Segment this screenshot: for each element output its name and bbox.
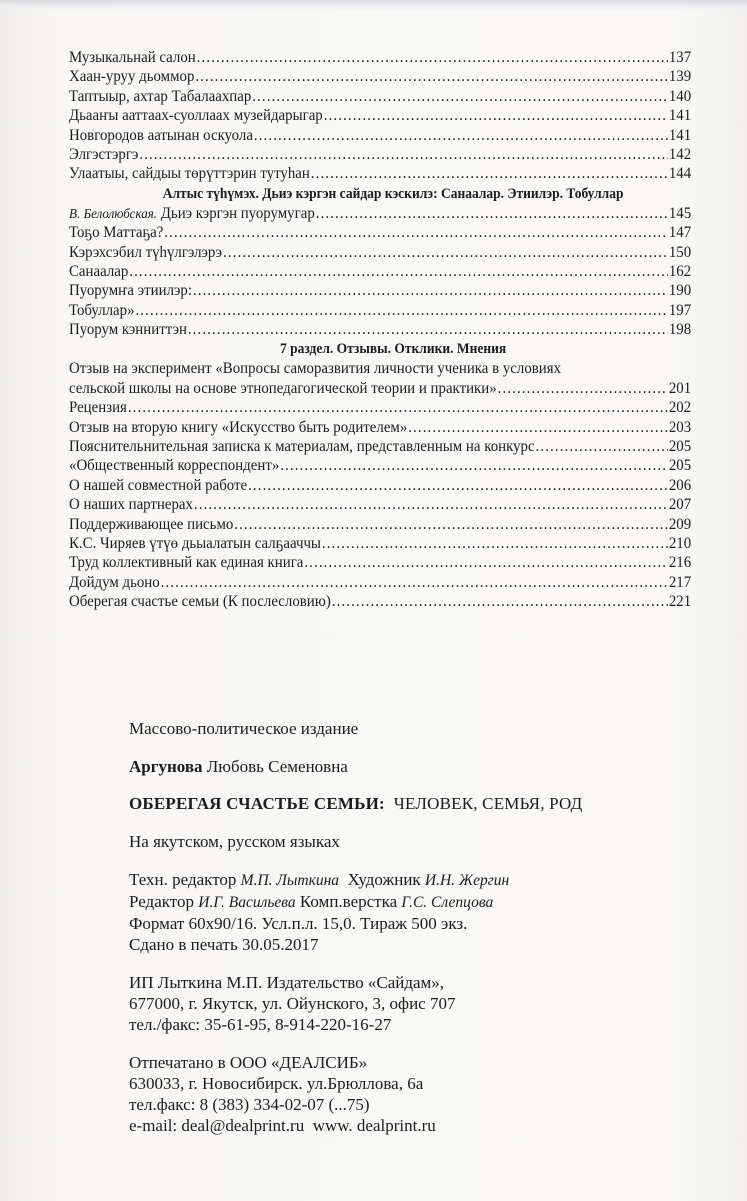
toc-entry-page: 145 — [668, 204, 692, 222]
toc-entry-page: 139 — [668, 68, 692, 86]
toc-entry-page: 205 — [668, 457, 692, 475]
toc-entry-title: О наших партнерах — [69, 496, 193, 514]
dot-leader — [128, 398, 668, 417]
dot-leader — [188, 320, 668, 339]
dot-leader — [408, 418, 668, 437]
toc-entry-title: Труд коллективный как единая книга — [69, 554, 304, 572]
toc-entry-title-text: Дьиэ кэргэн пуорумугар — [160, 204, 315, 222]
page-top-edge — [0, 0, 747, 10]
toc-entry-page: 217 — [668, 573, 692, 591]
toc-entry — [69, 495, 691, 514]
toc-entry-page: 221 — [668, 593, 692, 611]
toc-entry — [69, 437, 691, 456]
toc-entry — [69, 476, 691, 495]
toc-entry-title: Улаатыы, сайдыы төрүттэрин тутуһан — [69, 165, 310, 183]
toc-entry — [69, 456, 691, 475]
section-heading-7: 7 раздел. Отзывы. Отклики. Мнения — [279, 341, 507, 358]
publisher-line-3: тел./факс: 35-61-95, 8-914-220-16-27 — [129, 1015, 392, 1034]
toc-entry-page: 147 — [668, 224, 692, 242]
toc-entry-title: Пуорумҥа этиилэр: — [69, 282, 192, 300]
dot-leader — [498, 379, 668, 398]
toc-entry-page: 144 — [668, 165, 692, 183]
toc-entry-page: 190 — [668, 282, 692, 300]
tech-editor-label: Техн. редактор — [129, 870, 237, 889]
format-line: Формат 60х90/16. Усл.п.л. 15,0. Тираж 500 экз. — [129, 914, 468, 933]
dot-leader — [135, 301, 667, 320]
dot-leader — [194, 495, 668, 514]
printer-line-1: Отпечатано в ООО «ДЕАЛСИБ» — [129, 1053, 368, 1072]
toc-entry — [69, 145, 691, 164]
dot-leader — [164, 223, 668, 242]
tech-editor-name: М.П. Лыткина — [240, 872, 340, 889]
toc-entry-first-line — [69, 359, 691, 378]
toc-entry — [69, 126, 691, 145]
toc-entry-title: Отзыв на эксперимент «Вопросы саморазвития личности ученика в условиях — [69, 360, 562, 378]
toc-entry — [69, 553, 691, 572]
toc-entry — [69, 398, 691, 417]
toc-entry — [69, 243, 691, 262]
toc-entry-title: Музыкальнай салон — [69, 49, 196, 66]
table-of-contents — [69, 48, 691, 612]
toc-entry-page: 216 — [668, 554, 692, 572]
toc-entry-title — [69, 204, 315, 223]
author-surname: Аргунова — [129, 757, 203, 776]
book-title-line — [129, 793, 649, 814]
toc-entry — [69, 67, 691, 86]
toc-entry-page: 207 — [668, 496, 692, 514]
toc-entry-title: «Общественный корреспондент» — [69, 457, 280, 475]
dot-leader — [195, 67, 668, 86]
imprint-block — [129, 718, 649, 1136]
editor-name: И.Г. Васильева — [198, 894, 296, 911]
edition-type: Массово-политическое издание — [129, 719, 359, 738]
toc-entry-page: 197 — [668, 301, 692, 319]
toc-entry-page: 198 — [668, 321, 692, 339]
toc-entry-page: 141 — [668, 126, 692, 144]
dot-leader — [193, 281, 668, 300]
toc-entry — [69, 262, 691, 281]
toc-entry-page: 210 — [668, 534, 692, 552]
toc-entry-title: Пуорум кэнниттэн — [69, 321, 187, 339]
toc-entry — [69, 106, 691, 125]
toc-entry-title: Элгэстэргэ — [69, 145, 139, 163]
print-date-line: Сдано в печать 30.05.2017 — [129, 935, 319, 954]
toc-entry — [69, 573, 691, 592]
toc-entry-page: 201 — [668, 379, 692, 397]
toc-entry — [69, 281, 691, 300]
toc-entry-title: Рецензия — [69, 399, 127, 417]
section-heading-6: Алтыс түһүмэх. Дьиэ кэргэн сайдар кэскилэ: Санаалар. Этиилэр. Тобуллар — [162, 185, 624, 202]
toc-entry-title: К.С. Чиряев үтүө дьыалатын салҕааччы — [69, 534, 321, 552]
toc-entry — [69, 48, 691, 67]
credits-line-1 — [129, 869, 649, 891]
toc-entry-page: 209 — [668, 515, 692, 533]
dot-leader — [252, 87, 668, 106]
toc-entry-page: 140 — [668, 87, 692, 105]
dot-leader — [332, 592, 668, 611]
toc-entry-title: Санаалар — [69, 262, 129, 280]
toc-entry-page: 203 — [668, 418, 692, 436]
dot-leader — [139, 145, 668, 164]
artist-name: И.Н. Жергин — [424, 872, 510, 889]
printer-line-2: 630033, г. Новосибирск. ул.Брюллова, 6а — [129, 1074, 424, 1093]
toc-entry — [69, 204, 691, 223]
toc-entry-page: 141 — [668, 107, 692, 125]
toc-entry-page: 206 — [668, 476, 692, 494]
toc-entry-title: Хаан-уруу дьоммор — [69, 68, 195, 86]
dot-leader — [197, 48, 668, 67]
toc-entry-title: Поддерживающее письмо — [69, 515, 234, 533]
book-title: ОБЕРЕГАЯ СЧАСТЬЕ СЕМЬИ: — [129, 794, 385, 813]
book-subtitle: ЧЕЛОВЕК, СЕМЬЯ, РОД — [393, 794, 583, 813]
layout-name: Г.С. Слепцова — [401, 894, 494, 911]
toc-entry-page: 137 — [668, 49, 692, 66]
publisher-line-2: 677000, г. Якутск, ул. Ойунского, 3, офис 707 — [129, 994, 456, 1013]
toc-entry-page: 150 — [668, 243, 692, 261]
toc-entry-title: Тоҕо Маттаҕа? — [69, 224, 164, 242]
toc-entry — [69, 515, 691, 534]
dot-leader — [324, 106, 668, 125]
toc-entry — [69, 534, 691, 553]
toc-entry-title: Дьааҥы ааттаах-суоллаах музейдарыгар — [69, 107, 323, 125]
artist-label: Художник — [347, 870, 421, 889]
toc-entry — [69, 320, 691, 339]
dot-leader — [248, 476, 668, 495]
toc-entry-page: 205 — [668, 438, 692, 456]
toc-entry-title: Кэрэхсэбил түһүлгэлэрэ — [69, 243, 223, 261]
toc-entry — [69, 418, 691, 437]
dot-leader — [234, 515, 668, 534]
editor-label: Редактор — [129, 892, 194, 911]
toc-entry-title: Отзыв на вторую книгу «Искусство быть родителем» — [69, 418, 408, 436]
toc-entry — [69, 301, 691, 320]
author-given-name: Любовь Семеновна — [206, 757, 348, 776]
dot-leader — [304, 553, 668, 572]
dot-leader — [161, 573, 668, 592]
toc-entry-title: сельской школы на основе этнопедагогической теории и практики» — [69, 379, 497, 397]
toc-entry-title: Оберегая счастье семьи (К послесловию) — [69, 593, 331, 611]
toc-entry — [69, 223, 691, 242]
toc-entry-title: Новгородов аатынан оскуола — [69, 126, 253, 144]
toc-entry-page: 202 — [668, 399, 692, 417]
toc-entry-title: Таптыыр, ахтар Табалаахпар — [69, 87, 252, 105]
printer-line-4: e-mail: deal@dealprint.ru www. dealprint.ru — [129, 1116, 436, 1135]
dot-leader — [280, 456, 668, 475]
publisher-line-1: ИП Лыткина М.П. Издательство «Сайдам», — [129, 973, 445, 992]
toc-entry-page: 142 — [668, 145, 692, 163]
dot-leader — [129, 262, 668, 281]
toc-entry — [69, 87, 691, 106]
author-line — [129, 756, 649, 777]
toc-entry-title: О нашей совместной работе — [69, 476, 248, 494]
dot-leader — [322, 534, 668, 553]
printer-line-3: тел.факс: 8 (383) 334-02-07 (...75) — [129, 1095, 370, 1114]
layout-label: Комп.верстка — [299, 892, 398, 911]
toc-entry-page: 162 — [668, 262, 692, 280]
toc-entry — [69, 592, 691, 611]
dot-leader — [254, 126, 668, 145]
toc-entry-author: В. Белолюбская. — [69, 206, 158, 222]
languages-line: На якутском, русском языках — [129, 832, 340, 851]
dot-leader — [223, 243, 668, 262]
dot-leader — [311, 164, 668, 183]
toc-entry — [69, 379, 691, 398]
toc-entry — [69, 164, 691, 183]
toc-entry-title: Тобуллар» — [69, 301, 135, 319]
toc-entry-title: Дойдум дьоно — [69, 573, 160, 591]
dot-leader — [316, 204, 668, 223]
toc-entry-title: Пояснительнительная записка к материалам, представленным на конкурс — [69, 438, 535, 456]
dot-leader — [536, 437, 668, 456]
credits-line-2 — [129, 891, 649, 913]
